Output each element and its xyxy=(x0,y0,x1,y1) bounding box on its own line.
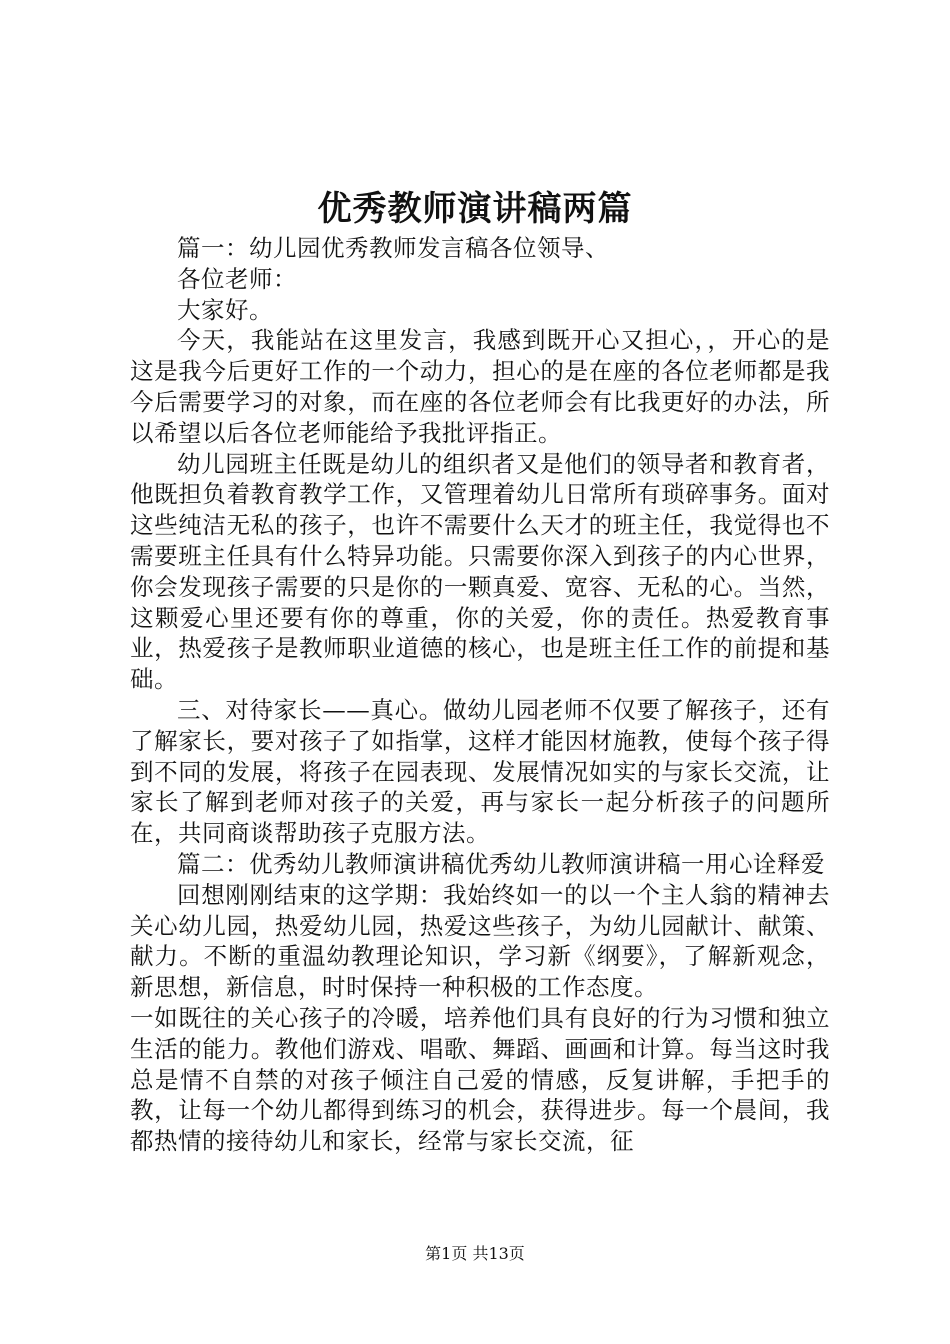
paragraph-9: 一如既往的关心孩子的冷暖，培养他们具有良好的行为习惯和独立生活的能力。教他们游戏、唱歌、舞蹈、画画和计算。每当这时我总是情不自禁的对孩子倾注自己爱的情感，反复讲解，手把手的教，让每一个幼儿都得到练习的机会，获得进步。每一个晨间，我都热情的接待幼儿和家长，经常与家长交流，征 xyxy=(130,1003,830,1156)
page-footer: 第1页 共13页 xyxy=(425,1244,525,1263)
paragraph-8: 回想刚刚结束的这学期：我始终如一的以一个主人翁的精神去关心幼儿园，热爱幼儿园，热爱这些孩子，为幼儿园献计、献策、献力。不断的重温幼教理论知识，学习新《纲要》，了解新观念，新思想，新信息，时时保持一种积极的工作态度。 xyxy=(130,880,830,1002)
paragraph-1: 篇一：幼儿园优秀教师发言稿各位领导、 xyxy=(177,234,609,262)
paragraph-3: 大家好。 xyxy=(177,295,273,324)
paragraph-6: 三、对待家长——真心。做幼儿园老师不仅要了解孩子，还有了解家长，要对孩子了如指掌，这样才能因材施教，使每个孩子得到不同的发展，将孩子在园表现、发展情况如实的与家长交流，让家长了解到老师对孩子的关爱，再与家长一起分析孩子的问题所在，共同商谈帮助孩子克服方法。 xyxy=(130,695,830,848)
document-body xyxy=(130,233,830,1157)
paragraph-4: 今天，我能站在这里发言，我感到既开心又担心，，开心的是这是我今后更好工作的一个动力，担心的是在座的各位老师都是我今后需要学习的对象，而在座的各位老师会有比我更好的办法，所以希望以后各位老师能给予我批评指正。 xyxy=(130,326,830,447)
paragraph-2: 各位老师： xyxy=(177,264,297,293)
paragraph-5: 幼儿园班主任既是幼儿的组织者又是他们的领导者和教育者，他既担负着教育教学工作，又管理着幼儿日常所有琐碎事务。面对这些纯洁无私的孩子，也许不需要什么天才的班主任，我觉得也不需要班主任具有什么特异功能。只需要你深入到孩子的内心世界，你会发现孩子需要的只是你的一颗真爱、宽容、无私的心。当然，这颗爱心里还要有你的尊重，你的关爱，你的责任。热爱教育事业，热爱孩子是教师职业道德的核心，也是班主任工作的前提和基础。 xyxy=(130,449,830,694)
paragraph-7: 篇二：优秀幼儿教师演讲稿优秀幼儿教师演讲稿一用心诠释爱 xyxy=(177,849,825,878)
document-title: 优秀教师演讲稿两篇 xyxy=(317,189,633,229)
